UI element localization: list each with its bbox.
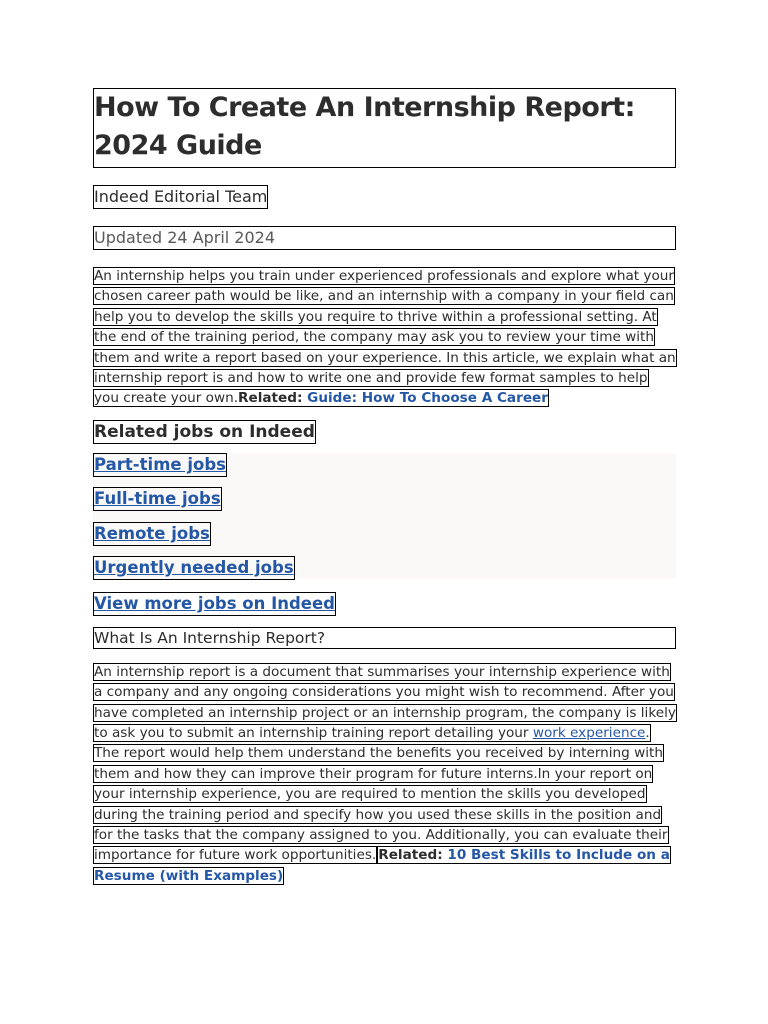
intro-text-box xyxy=(93,267,677,407)
related-jobs-heading: Related jobs on Indeed xyxy=(94,421,315,442)
job-link-remote[interactable]: Remote jobs xyxy=(93,522,211,546)
section-text-box xyxy=(93,663,677,865)
intro-paragraph xyxy=(93,266,676,409)
section-text-after-link: . The report would help them understand the benefits you received by interning with them and how they can improve their program for future interns.In your report on your internship experience, you are required to mention the skills you developed during the training period and specify how you used these skills in the position and for the tasks that the company assigned to you. Additionally, you can evaluate their importance for future work opportunities. xyxy=(94,724,668,864)
section-heading: What Is An Internship Report? xyxy=(93,627,676,649)
article-title: How To Create An Internship Report: 2024 Guide xyxy=(93,88,676,168)
job-link-urgently-needed[interactable]: Urgently needed jobs xyxy=(93,556,295,580)
view-more-jobs-link[interactable]: View more jobs on Indeed xyxy=(93,592,336,616)
job-link-part-time[interactable]: Part-time jobs xyxy=(93,453,227,477)
intro-related-label: Related: xyxy=(238,390,308,407)
work-experience-link[interactable]: work experience xyxy=(532,724,646,741)
intro-related-link[interactable]: Guide: How To Choose A Career xyxy=(307,390,548,407)
section-related-label: Related: xyxy=(378,847,448,864)
intro-text: An internship helps you train under experienced professionals and explore what your chosen career path would be like, and an internship with a company in your field can help you to develop the skills you require to thrive within a professional setting. At the end of the training period, the company may ask you to review your time with them and write a report based on your experience. In this article, we explain what an internship report is and how to write one and provide few format samples to help you create your own. xyxy=(94,268,676,407)
section-paragraph xyxy=(93,662,676,886)
section-text-before-link: An internship report is a document that summarises your internship experience with a company and any ongoing considerations you might wish to recommend. After you have completed an internship project or an internship program, the company is likely to ask you to submit an internship training report detailing your xyxy=(94,663,676,741)
related-jobs-list xyxy=(93,453,676,579)
updated-date: Updated 24 April 2024 xyxy=(93,226,676,250)
section-related-link[interactable]: 10 Best Skills to Include on a Resume (with Examples) xyxy=(94,847,670,884)
article-container xyxy=(93,88,676,886)
job-link-full-time[interactable]: Full-time jobs xyxy=(93,487,222,511)
author-byline[interactable]: Indeed Editorial Team xyxy=(93,185,268,209)
